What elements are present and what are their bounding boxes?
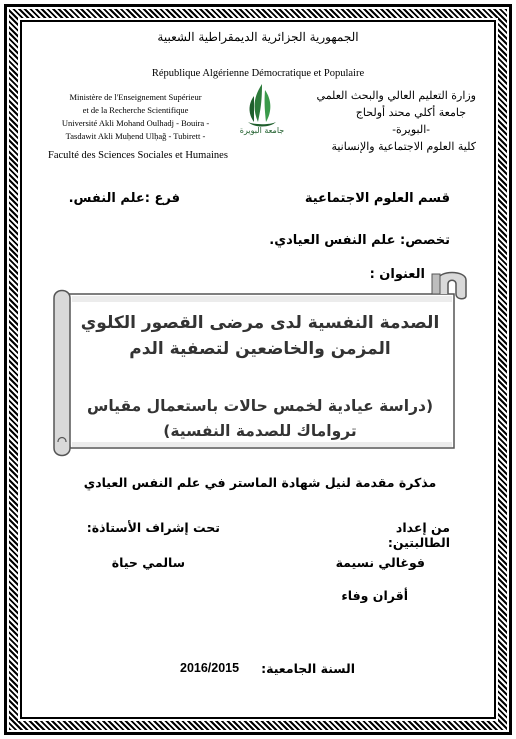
- institution-block-fr: [48, 91, 223, 143]
- logo-caption: جامعة البويرة: [239, 126, 285, 135]
- faculty-ar: كلية العلوم الاجتماعية والإنسانية: [331, 140, 476, 153]
- republic-title-fr: République Algérienne Démocratique et Populaire: [151, 68, 365, 79]
- title-label: العنوان :: [369, 267, 425, 282]
- thesis-title-line-2: المزمن والخاضعين لتصفية الدم: [129, 339, 391, 359]
- city-ar: -البويرة-: [392, 123, 430, 136]
- student-1-name: فوغالي نسيمة: [335, 555, 425, 570]
- thesis-title: [70, 310, 450, 362]
- thesis-subtitle-line-2: ترواماك للصدمة النفسية): [163, 422, 357, 440]
- institution-block-ar: [300, 87, 476, 155]
- academic-year-label: السنة الجامعية:: [261, 661, 355, 676]
- university-kab: Tasdawit Akli Muḥend Ulḥaǧ - Tubirett -: [65, 131, 206, 141]
- prepared-by-label: من إعداد الطالبتين:: [387, 520, 450, 550]
- ministry-line-2-fr: et de la Recherche Scientifique: [82, 105, 189, 115]
- ministry-ar: وزارة التعليم العالي والبحث العلمي: [316, 89, 476, 102]
- degree-statement: مذكرة مقدمة لنيل شهادة الماستر في علم النفس العيادي: [83, 475, 437, 490]
- thesis-subtitle: [70, 394, 450, 444]
- republic-title-ar: الجمهورية الجزائرية الديمقراطية الشعبية: [157, 30, 359, 44]
- supervised-by-label: تحت إشراف الأستاذة:: [86, 520, 220, 535]
- university-ar: جامعة أكلي محند أولحاج: [355, 106, 466, 119]
- university-fr: Université Akli Mohand Oulhadj - Bouira -: [61, 118, 210, 128]
- academic-year-value: 2016/2015: [180, 661, 240, 675]
- university-logo: [232, 82, 292, 142]
- specialty-label: تخصص: علم النفس العيادي.: [269, 233, 450, 248]
- thesis-title-line-1: الصدمة النفسية لدى مرضى القصور الكلوي: [80, 313, 440, 333]
- branch-label: فرع :علم النفس.: [68, 191, 180, 206]
- ministry-line-1-fr: Ministère de l'Enseignement Supérieur: [69, 92, 202, 102]
- thesis-subtitle-line-1: (دراسة عيادية لخمس حالات باستعمال مقياس: [86, 397, 434, 415]
- department-label: قسم العلوم الاجتماعية: [304, 191, 450, 206]
- supervisor-name: سالمي حياة: [111, 555, 185, 570]
- student-2-name: أقران وفاء: [341, 588, 408, 603]
- faculty-fr: Faculté des Sciences Sociales et Humaines: [48, 150, 228, 161]
